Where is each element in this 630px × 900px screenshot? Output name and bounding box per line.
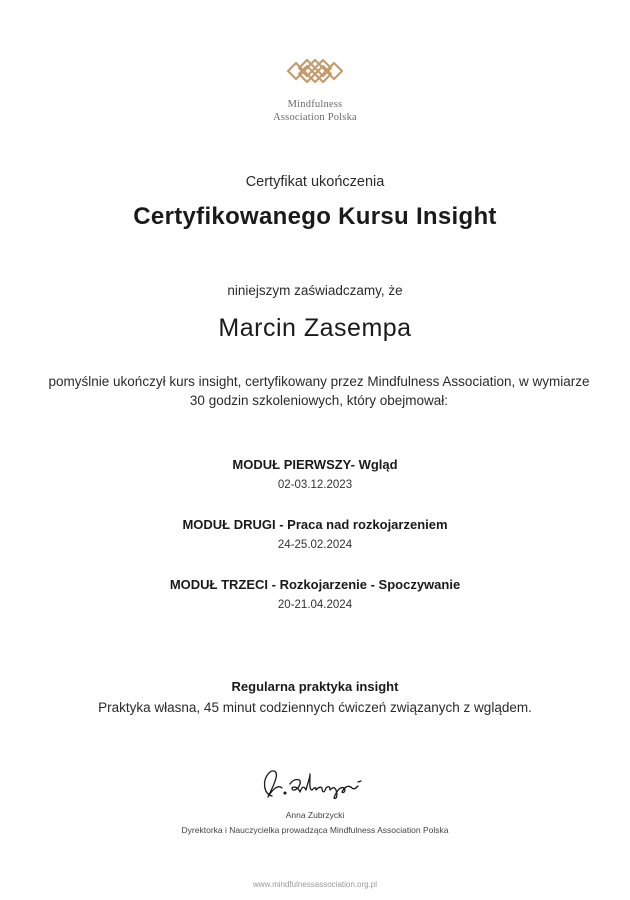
module-title: MODUŁ DRUGI - Praca nad rozkojarzeniem: [182, 517, 448, 532]
org-name-line2: Association Polska: [273, 112, 357, 123]
module-item: [0, 516, 630, 576]
header: [0, 54, 630, 124]
endless-knot-icon: [286, 54, 344, 88]
module-date: 02-03.12.2023: [277, 479, 353, 491]
signer-name: Anna Zubrzycki: [285, 810, 345, 820]
practice-description: Praktyka własna, 45 minut codziennych ćwiczeń związanych z wglądem.: [98, 700, 532, 715]
practice-title: Regularna praktyka insight: [231, 679, 399, 694]
signer-role: Dyrektorka i Nauczycielka prowadząca Mindfulness Association Polska: [181, 825, 449, 835]
module-item: [0, 456, 630, 516]
completion-text: pomyślnie ukończył kurs insight, certyfikowany przez Mindfulness Association, w wymiarze 30 godzin szkoleniowych, który obejmował:: [48, 374, 590, 408]
signature-block: [0, 766, 630, 836]
practice-section: [0, 678, 630, 718]
org-name-line1: Mindfulness: [287, 99, 343, 110]
module-title: MODUŁ TRZECI - Rozkojarzenie - Spoczywanie: [169, 577, 461, 592]
modules-list: [0, 456, 630, 636]
signature-image: [256, 766, 374, 802]
certificate-label: Certyfikat ukończenia: [245, 174, 385, 190]
footer-website: www.mindfulnessassociation.org.pl: [252, 880, 378, 889]
certificate-title: Certyfikowanego Kursu Insight: [133, 203, 497, 230]
module-item: [0, 576, 630, 636]
recipient-name: Marcin Zasempa: [218, 314, 412, 342]
module-date: 24-25.02.2024: [277, 539, 353, 551]
certify-text: niniejszym zaświadczamy, że: [227, 283, 403, 298]
module-date: 20-21.04.2024: [277, 599, 353, 611]
module-title: MODUŁ PIERWSZY- Wgląd: [232, 457, 398, 472]
